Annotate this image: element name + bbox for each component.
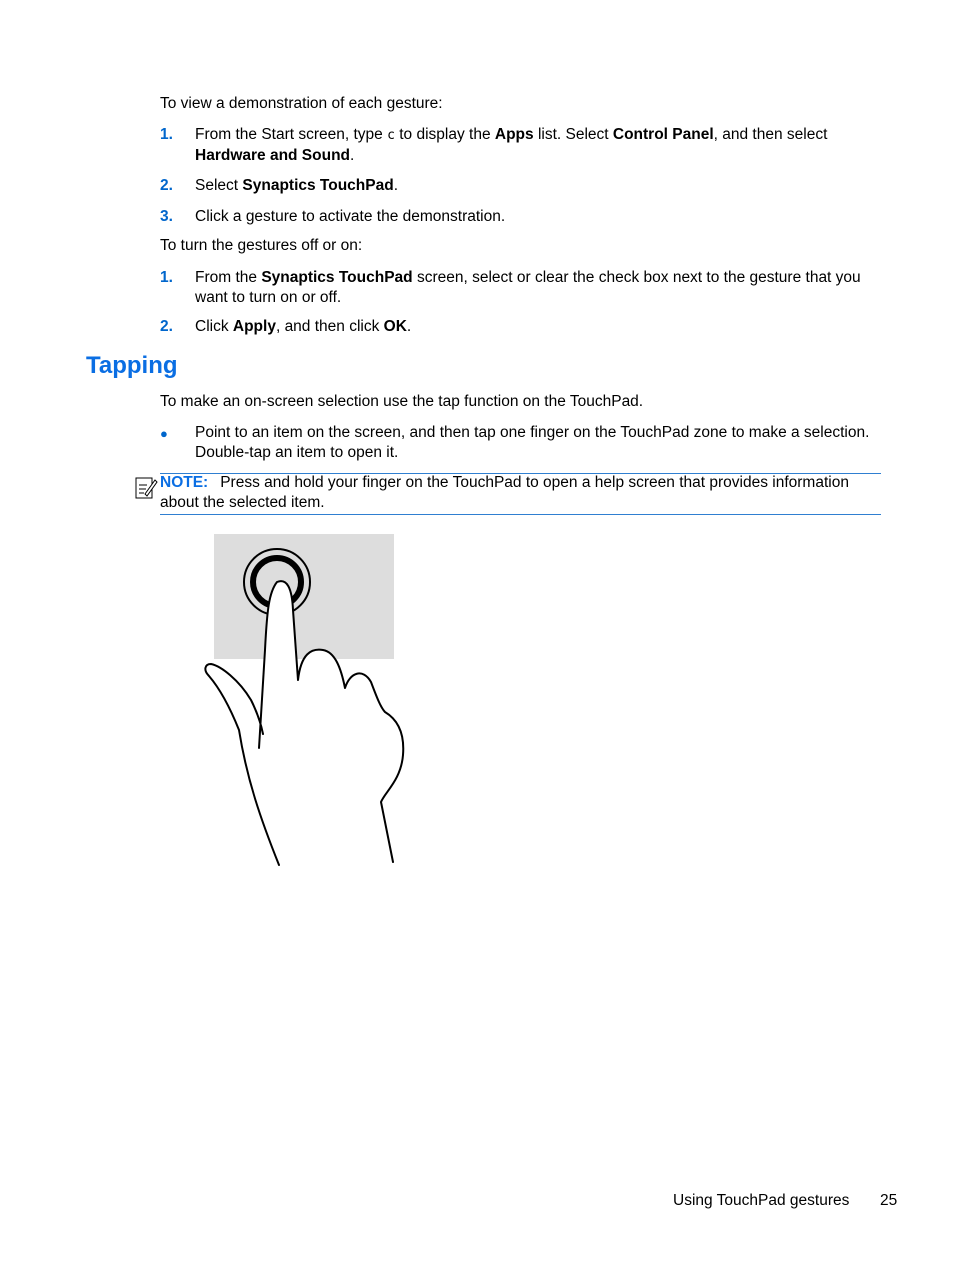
step-number: 1. [160, 126, 173, 143]
step-text: Select Synaptics TouchPad. [195, 177, 399, 194]
note-text: NOTE: Press and hold your finger on the TouchPad to open a help screen that provides information about the selected item. [160, 474, 849, 511]
step-text: From the Synaptics TouchPad screen, select or clear the check box next to the gesture that you want to turn on or off. [195, 269, 861, 306]
intro-demo-text: To view a demonstration of each gesture: [160, 95, 443, 112]
footer-title: Using TouchPad gestures [673, 1192, 850, 1209]
touchpad-tap-illustration [195, 530, 425, 870]
step-text: From the Start screen, type c to display the Apps list. Select Control Panel, and then select Hardware and Sound. [195, 126, 828, 164]
intro-toggle-text: To turn the gestures off or on: [160, 237, 363, 254]
step-number: 2. [160, 177, 173, 194]
note-label: NOTE: [160, 474, 209, 491]
step-text: Click Apply, and then click OK. [195, 318, 412, 335]
page-number: 25 [880, 1192, 898, 1209]
bullet-icon: ● [160, 426, 168, 441]
step-number: 1. [160, 269, 173, 286]
touchpad-area [214, 534, 394, 659]
bullet-text: Point to an item on the screen, and then tap one finger on the TouchPad zone to make a selection. Double-tap an item to open it. [195, 424, 870, 461]
step-text: Click a gesture to activate the demonstration. [195, 208, 506, 225]
section-intro: To make an on-screen selection use the tap function on the TouchPad. [160, 393, 644, 410]
note-icon [134, 474, 158, 500]
section-heading: Tapping [86, 352, 178, 379]
step-number: 3. [160, 208, 173, 225]
step-number: 2. [160, 318, 173, 335]
